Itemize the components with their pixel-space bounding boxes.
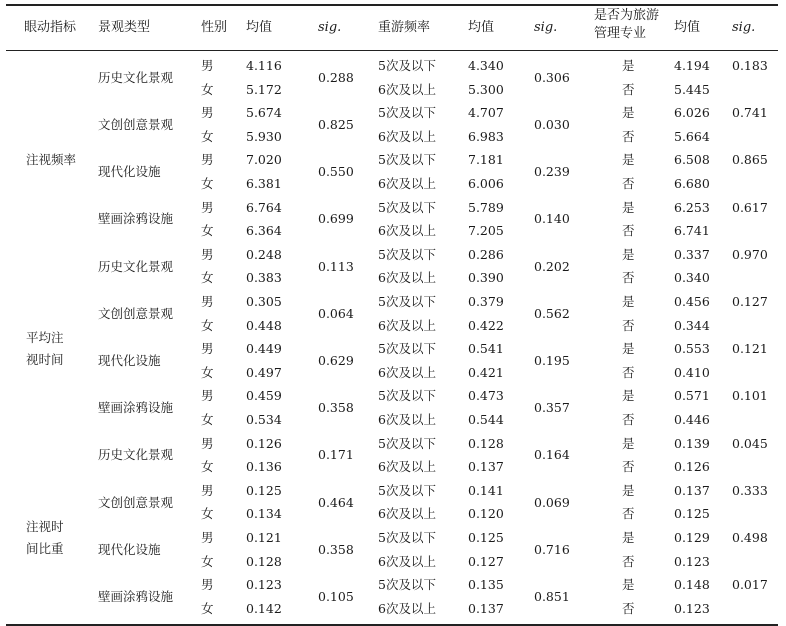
- gender-mean: 0.142: [246, 600, 282, 616]
- landscape-type: 历史文化景观: [98, 69, 174, 85]
- landscape-type: 壁画涂鸦设施: [98, 400, 174, 416]
- frequency-label: 5次及以下: [378, 341, 436, 357]
- column-header: 眼动指标: [24, 20, 77, 35]
- frequency-label: 5次及以下: [378, 530, 436, 545]
- frequency-label: 6次及以上: [378, 81, 436, 97]
- landscape-type: 文创创意景观: [98, 494, 174, 510]
- tourism-mean: 0.553: [674, 341, 710, 357]
- column-header: 均值: [674, 20, 701, 35]
- frequency-mean: 0.473: [468, 388, 504, 404]
- gender-mean: 4.116: [246, 58, 282, 73]
- gender-sig: 0.825: [318, 117, 354, 132]
- gender-label: 男: [201, 388, 214, 404]
- tourism-major-label: 否: [622, 553, 635, 569]
- column-header: 均值: [468, 20, 495, 35]
- tourism-major-label: 是: [622, 577, 635, 593]
- frequency-mean: 5.300: [468, 81, 504, 97]
- frequency-mean: 0.137: [468, 459, 504, 475]
- gender-label: 男: [201, 58, 214, 73]
- tourism-major-label: 是: [622, 294, 635, 309]
- gender-mean: 6.381: [246, 176, 282, 191]
- gender-label: 女: [201, 176, 214, 191]
- tourism-major-label: 否: [622, 176, 635, 191]
- header-rule: [6, 50, 778, 51]
- gender-mean: 0.128: [246, 553, 282, 569]
- tourism-mean: 0.446: [674, 412, 710, 427]
- gender-label: 女: [201, 81, 214, 97]
- gender-sig: 0.113: [318, 258, 354, 274]
- landscape-type: 现代化设施: [98, 353, 161, 368]
- landscape-type: 历史文化景观: [98, 447, 174, 463]
- tourism-sig: 0.498: [732, 530, 768, 545]
- column-header: sig.: [318, 20, 342, 35]
- frequency-mean: 0.141: [468, 482, 504, 498]
- gender-label: 男: [201, 199, 214, 215]
- frequency-mean: 0.541: [468, 341, 504, 357]
- gender-mean: 0.125: [246, 482, 282, 498]
- tourism-mean: 0.123: [674, 553, 710, 569]
- frequency-mean: 0.135: [468, 577, 504, 593]
- tourism-mean: 0.129: [674, 530, 710, 545]
- frequency-label: 6次及以上: [378, 270, 436, 286]
- tourism-major-label: 是: [622, 388, 635, 404]
- tourism-mean: 0.123: [674, 600, 710, 616]
- gender-mean: 6.764: [246, 199, 282, 215]
- gender-sig: 0.358: [318, 400, 354, 416]
- landscape-type: 现代化设施: [98, 541, 161, 557]
- tourism-sig: 0.617: [732, 199, 768, 215]
- tourism-sig: 0.017: [732, 577, 768, 593]
- gender-label: 女: [201, 270, 214, 286]
- gender-sig: 0.699: [318, 211, 354, 227]
- frequency-sig: 0.202: [534, 258, 570, 274]
- gender-sig: 0.288: [318, 69, 354, 85]
- tourism-major-label: 是: [622, 530, 635, 545]
- tourism-sig: 0.741: [732, 105, 768, 121]
- frequency-mean: 0.390: [468, 270, 504, 286]
- frequency-label: 6次及以上: [378, 459, 436, 475]
- tourism-mean: 6.680: [674, 176, 710, 191]
- tourism-mean: 5.664: [674, 128, 710, 144]
- tourism-mean: 0.340: [674, 270, 710, 286]
- frequency-mean: 6.983: [468, 128, 504, 144]
- gender-mean: 6.364: [246, 223, 282, 239]
- column-header-tourism-line: 是否为旅游: [594, 8, 660, 23]
- tourism-mean: 6.508: [674, 152, 710, 168]
- landscape-type: 历史文化景观: [98, 258, 174, 274]
- frequency-label: 6次及以上: [378, 128, 436, 144]
- tourism-mean: 0.344: [674, 317, 710, 333]
- tourism-major-label: 是: [622, 435, 635, 451]
- gender-mean: 0.123: [246, 577, 282, 593]
- frequency-label: 5次及以下: [378, 388, 436, 404]
- gender-label: 女: [201, 128, 214, 144]
- gender-mean: 5.930: [246, 128, 282, 144]
- frequency-label: 6次及以上: [378, 553, 436, 569]
- gender-label: 男: [201, 294, 214, 309]
- tourism-mean: 0.410: [674, 364, 710, 380]
- tourism-sig: 0.045: [732, 435, 768, 451]
- gender-mean: 0.459: [246, 388, 282, 404]
- frequency-mean: 0.379: [468, 294, 504, 309]
- gender-mean: 0.449: [246, 341, 282, 357]
- column-header: sig.: [732, 20, 756, 35]
- gender-mean: 0.497: [246, 364, 282, 380]
- column-header: sig.: [534, 20, 558, 35]
- gender-label: 男: [201, 246, 214, 262]
- frequency-label: 5次及以下: [378, 246, 436, 262]
- gender-label: 女: [201, 364, 214, 380]
- landscape-type: 文创创意景观: [98, 305, 174, 321]
- frequency-mean: 0.286: [468, 246, 504, 262]
- frequency-sig: 0.140: [534, 211, 570, 227]
- gender-mean: 5.674: [246, 105, 282, 121]
- tourism-mean: 0.137: [674, 482, 710, 498]
- gender-label: 男: [201, 152, 214, 168]
- frequency-mean: 4.707: [468, 105, 504, 121]
- gender-sig: 0.064: [318, 305, 354, 321]
- frequency-mean: 0.127: [468, 553, 504, 569]
- frequency-mean: 0.422: [468, 317, 504, 333]
- tourism-major-label: 否: [622, 459, 635, 475]
- frequency-sig: 0.164: [534, 447, 570, 463]
- tourism-major-label: 是: [622, 105, 635, 121]
- tourism-major-label: 否: [622, 506, 635, 522]
- gender-mean: 5.172: [246, 81, 282, 97]
- frequency-label: 5次及以下: [378, 435, 436, 451]
- frequency-sig: 0.306: [534, 69, 570, 85]
- column-header: 性别: [201, 20, 228, 35]
- gender-label: 男: [201, 341, 214, 357]
- gender-label: 女: [201, 412, 214, 427]
- gender-mean: 0.305: [246, 294, 282, 309]
- gender-label: 女: [201, 506, 214, 522]
- gender-mean: 0.448: [246, 317, 282, 333]
- frequency-mean: 7.181: [468, 152, 504, 168]
- tourism-mean: 0.139: [674, 435, 710, 451]
- tourism-mean: 0.148: [674, 577, 710, 593]
- frequency-sig: 0.195: [534, 353, 570, 368]
- tourism-major-label: 否: [622, 364, 635, 380]
- tourism-sig: 0.970: [732, 246, 768, 262]
- tourism-mean: 0.125: [674, 506, 710, 522]
- gender-mean: 0.121: [246, 530, 282, 545]
- frequency-mean: 6.006: [468, 176, 504, 191]
- gender-label: 男: [201, 105, 214, 121]
- frequency-label: 5次及以下: [378, 105, 436, 121]
- tourism-major-label: 否: [622, 81, 635, 97]
- frequency-label: 5次及以下: [378, 482, 436, 498]
- gender-label: 女: [201, 553, 214, 569]
- gender-sig: 0.464: [318, 494, 354, 510]
- frequency-label: 6次及以上: [378, 223, 436, 239]
- gender-sig: 0.171: [318, 447, 354, 463]
- frequency-label: 5次及以下: [378, 152, 436, 168]
- tourism-sig: 0.121: [732, 341, 768, 357]
- metric-label: 注视频率: [26, 152, 77, 168]
- frequency-mean: 7.205: [468, 223, 504, 239]
- tourism-major-label: 否: [622, 317, 635, 333]
- tourism-mean: 0.126: [674, 459, 710, 475]
- tourism-sig: 0.127: [732, 294, 768, 309]
- frequency-label: 6次及以上: [378, 506, 436, 522]
- gender-mean: 0.534: [246, 412, 282, 427]
- landscape-type: 文创创意景观: [98, 117, 174, 132]
- frequency-label: 6次及以上: [378, 176, 436, 191]
- gender-sig: 0.550: [318, 164, 354, 180]
- frequency-sig: 0.716: [534, 541, 570, 557]
- gender-label: 男: [201, 577, 214, 593]
- landscape-type: 壁画涂鸦设施: [98, 211, 174, 227]
- tourism-mean: 0.456: [674, 294, 710, 309]
- tourism-mean: 0.337: [674, 246, 710, 262]
- frequency-mean: 0.125: [468, 530, 504, 545]
- frequency-label: 5次及以下: [378, 199, 436, 215]
- frequency-label: 6次及以上: [378, 600, 436, 616]
- gender-mean: 0.248: [246, 246, 282, 262]
- frequency-sig: 0.562: [534, 305, 570, 321]
- tourism-sig: 0.865: [732, 152, 768, 168]
- gender-label: 男: [201, 435, 214, 451]
- tourism-major-label: 是: [622, 246, 635, 262]
- metric-label: 平均注: [26, 330, 64, 346]
- tourism-mean: 0.571: [674, 388, 710, 404]
- tourism-major-label: 是: [622, 482, 635, 498]
- tourism-sig: 0.183: [732, 58, 768, 73]
- gender-label: 女: [201, 459, 214, 475]
- tourism-sig: 0.101: [732, 388, 768, 404]
- tourism-major-label: 是: [622, 152, 635, 168]
- frequency-mean: 0.137: [468, 600, 504, 616]
- gender-mean: 0.134: [246, 506, 282, 522]
- tourism-major-label: 否: [622, 128, 635, 144]
- gender-mean: 0.383: [246, 270, 282, 286]
- tourism-mean: 6.741: [674, 223, 710, 239]
- gender-label: 女: [201, 317, 214, 333]
- metric-label: 注视时: [26, 519, 64, 534]
- tourism-major-label: 否: [622, 223, 635, 239]
- frequency-label: 6次及以上: [378, 412, 436, 427]
- frequency-mean: 0.120: [468, 506, 504, 522]
- frequency-mean: 0.544: [468, 412, 504, 427]
- tourism-mean: 6.026: [674, 105, 710, 121]
- frequency-mean: 4.340: [468, 58, 504, 73]
- landscape-type: 壁画涂鸦设施: [98, 589, 174, 604]
- frequency-sig: 0.851: [534, 589, 570, 604]
- gender-label: 女: [201, 600, 214, 616]
- frequency-sig: 0.030: [534, 117, 570, 132]
- gender-mean: 0.126: [246, 435, 282, 451]
- metric-label: 视时间: [26, 352, 64, 368]
- column-header: 均值: [246, 20, 273, 35]
- frequency-sig: 0.069: [534, 494, 570, 510]
- gender-mean: 7.020: [246, 152, 282, 168]
- gender-sig: 0.629: [318, 353, 354, 368]
- frequency-mean: 0.421: [468, 364, 504, 380]
- gender-label: 女: [201, 223, 214, 239]
- tourism-sig: 0.333: [732, 482, 768, 498]
- frequency-label: 5次及以下: [378, 58, 436, 73]
- gender-sig: 0.105: [318, 589, 354, 604]
- column-header: 重游频率: [378, 20, 431, 35]
- frequency-sig: 0.239: [534, 164, 570, 180]
- frequency-sig: 0.357: [534, 400, 570, 416]
- column-header: 景观类型: [98, 20, 151, 35]
- column-header-tourism-line: 管理专业: [594, 26, 647, 41]
- gender-label: 男: [201, 530, 214, 545]
- tourism-major-label: 否: [622, 412, 635, 427]
- tourism-major-label: 否: [622, 600, 635, 616]
- gender-label: 男: [201, 482, 214, 498]
- frequency-mean: 0.128: [468, 435, 504, 451]
- tourism-mean: 4.194: [674, 58, 710, 73]
- frequency-label: 6次及以上: [378, 364, 436, 380]
- tourism-major-label: 是: [622, 58, 635, 73]
- frequency-label: 5次及以下: [378, 577, 436, 593]
- tourism-mean: 6.253: [674, 199, 710, 215]
- frequency-mean: 5.789: [468, 199, 504, 215]
- tourism-major-label: 是: [622, 199, 635, 215]
- tourism-mean: 5.445: [674, 81, 710, 97]
- gender-mean: 0.136: [246, 459, 282, 475]
- frequency-label: 6次及以上: [378, 317, 436, 333]
- metric-label: 间比重: [26, 541, 64, 556]
- top-rule: [6, 4, 778, 6]
- tourism-major-label: 是: [622, 341, 635, 357]
- frequency-label: 5次及以下: [378, 294, 436, 309]
- tourism-major-label: 否: [622, 270, 635, 286]
- landscape-type: 现代化设施: [98, 164, 161, 180]
- gender-sig: 0.358: [318, 541, 354, 557]
